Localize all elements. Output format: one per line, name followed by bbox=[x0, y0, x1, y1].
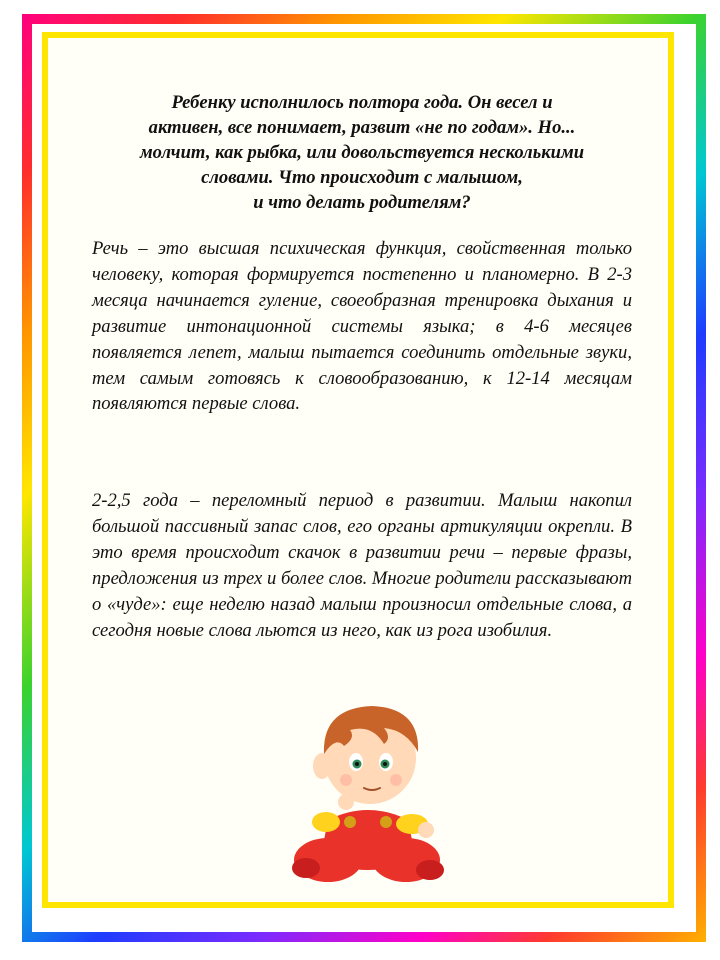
article-title: Ребенку исполнилось полтора года. Он весел и активен, все понимает, развит «не по годам». Но... молчит, как рыбка, или довольствуется несколькими словами. Что происходит с малышом, и что делать родителям? bbox=[139, 92, 585, 213]
paragraph-turning-point: 2-2,5 года – переломный период в развитии. Малыш накопил большой пассивный запас слов, его органы артикуляции окрепли. В это время происходит скачок в развитии речи – первые фразы, предложения из трех и более слов. Многие родители рассказывают о «чуде»: еще неделю назад малыш произносил отдельные слова, а сегодня новые слова льются из него, как из рога изобилия. bbox=[92, 490, 632, 641]
cartoon-toddler-icon bbox=[288, 690, 448, 900]
paragraph-speech-development: Речь – это высшая психическая функция, свойственная только человеку, которая формируется постепенно и планомерно. В 2-3 месяца начинается гуление, своеобразная тренировка дыхания и развитие интонационной системы языка; в 4-6 месяцев появляется лепет, малыш пытается соединить отдельные звуки, тем самым готовясь к словообразованию, к 12-14 месяцам появляются первые слова. bbox=[92, 238, 632, 415]
